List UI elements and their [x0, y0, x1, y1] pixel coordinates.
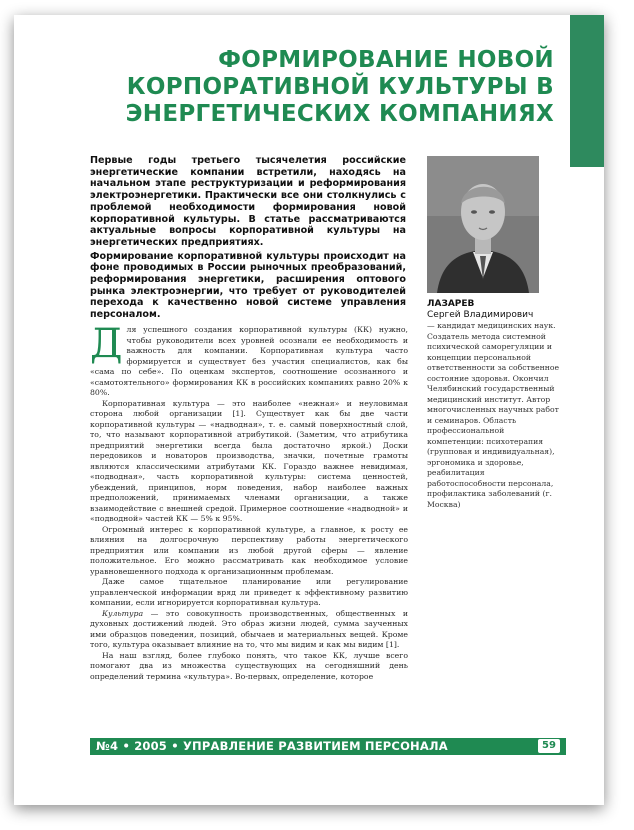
author-surname: ЛАЗАРЕВ	[427, 299, 475, 309]
body-paragraph-4: Даже самое тщательное планирование или регулирование управленческой информации вряд ли приведет к эффективному развитию компании, если игнорируется корпоративная культура.	[90, 577, 408, 607]
body-paragraph-2: Корпоративная культура — это наиболее «нежная» и неуловимая сторона любой организации [1]. Существует как бы две части корпоративной культуры — «надводная», т. е. самый поверхностный слой, то, что называют корпоративной атрибутикой. (Заметим, что атрибутика предприятий энергетики всегда была достаточно яркой.) Доски передовиков и новаторов производства, значки, почетные грамоты являются классическими атрибутами КК. Гораздо важнее невидимая, «подводная», часть корпоративной культуры: система ценностей, убеждений, принципов, норм поведения, набор наиболее важных предположений, принимаемых членами организации, а также взаимодействие с внешней средой. Примерное соотношение «надводной» и «подводной» частей КК — 5% к 95%.	[90, 398, 408, 523]
author-name-block	[427, 299, 567, 321]
lead-paragraph-1: Первые годы третьего тысячелетия российские энергетические компании встретили, находясь на начальном этапе реструктуризации и реформирования электроэнергетики. Практически все они столкнулись с проблемой необходимости формирования новой корпоративной культуры. В статье рассматриваются актуальные вопросы корпоративной культуры на энергетических предприятиях.	[90, 155, 406, 248]
article-title	[84, 47, 554, 128]
body-paragraph-5	[90, 609, 408, 651]
article-body	[90, 321, 408, 682]
body-paragraph-1-text: ля успешного создания корпоративной культуры (КК) нужно, чтобы руководители всех уровней осознали ее необходимость и важность для компании. Корпоративная культура часто формируется и существует без участия специалистов, как бы «сама по себе». По оценкам экспертов, соотношение осознанного и «самотоятельного» формирования КК в российских компаниях равно 20% к 80%.	[90, 325, 408, 397]
decorative-green-bar	[570, 15, 604, 167]
drop-cap: Д	[90, 321, 123, 367]
body-paragraph-1	[90, 321, 408, 399]
page-footer	[90, 738, 566, 755]
author-photo	[427, 156, 539, 293]
title-line-2: КОРПОРАТИВНОЙ КУЛЬТУРЫ В	[126, 74, 554, 100]
term-culture: Культура	[102, 608, 144, 618]
body-paragraph-3: Огромный интерес к корпоративной культуре, а главное, к росту ее влияния на долгосрочную перспективу работы энергетического предприятия или компании из любой другой сферы — явление положительное. Его можно рассматривать как необходимое условие уравновешенного подхода к организационным проблемам.	[90, 524, 408, 576]
page-number: 59	[538, 739, 560, 753]
body-paragraph-5-text: — это совокупность производственных, общественных и духовных достижений людей. Это образ жизни людей, сумма заученных ими образцов поведения, позиций, обычаев и материальных вещей. Кроме того, культура оказывает влияние на то, что мы видим и как мы видим [1].	[90, 608, 408, 649]
body-paragraph-6: На наш взгляд, более глубоко понять, что такое КК, лучше всего помогают два из множества существующих на сегодняшний день определений термина «культура». Во-первых, определение, которое	[90, 650, 408, 681]
lead-paragraph-2: Формирование корпоративной культуры происходит на фоне проводимых в России рыночных преобразований, реформирования энергетики, расширения оптового рынка электроэнергии, что требует от руководителей перехода к качественно новой системе управления персоналом.	[90, 250, 406, 321]
article-lead	[90, 155, 406, 323]
magazine-page	[14, 15, 604, 805]
author-given-name: Сергей Владимирович	[427, 310, 534, 320]
author-bio: — кандидат медицинских наук. Создатель метода системной психической саморегуляции и концепции персональной ответственности за собственное состояние здоровья. Окончил Челябинский государственный медицинский институт. Автор многочисленных научных работ и семинаров. Область профессиональной компетенции: психотерапия (групповая и индивидуальная), эргономика и здоровье, реабилитация работоспособности персонала, профилактика заболеваний (г. Москва)	[427, 321, 560, 509]
footer-issue-text: №4 • 2005 • УПРАВЛЕНИЕ РАЗВИТИЕМ ПЕРСОНАЛА	[96, 739, 448, 753]
title-line-3: ЭНЕРГЕТИЧЕСКИХ КОМПАНИЯХ	[125, 101, 554, 127]
title-line-1: ФОРМИРОВАНИЕ НОВОЙ	[218, 47, 554, 73]
